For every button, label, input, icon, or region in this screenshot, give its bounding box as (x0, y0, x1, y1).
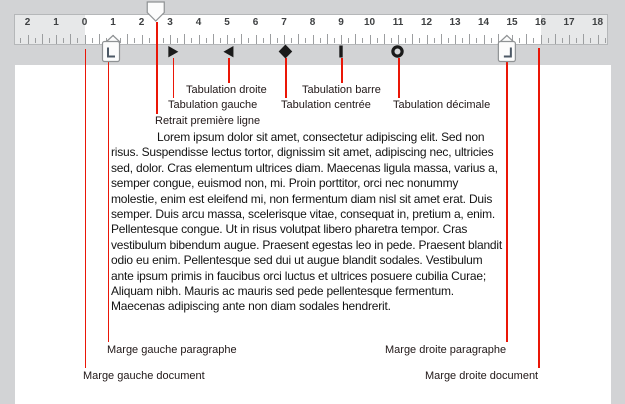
ruler-number: 8 (309, 17, 316, 28)
ruler-number: 0 (81, 17, 88, 28)
ruler-number: 16 (534, 17, 547, 28)
right-indent-box[interactable] (498, 42, 515, 62)
ruler-number: 12 (420, 17, 433, 28)
ruler-number: 2 (138, 17, 145, 28)
ruler-number: 9 (338, 17, 344, 28)
ruler-number: 18 (591, 17, 604, 28)
label-tab-bar: Tabulation barre (302, 84, 381, 96)
ruler-number: 1 (110, 17, 116, 28)
paragraph-text[interactable]: Lorem ipsum dolor sit amet, consectetur adipiscing elit. Sed non risus. Suspendisse lectus tortor, dignissim sit amet, adipiscing nec, ultricies sed, dolor. Cras elementum ultrices diam. Maecenas ligula massa, varius a, semper congue, euismod non, mi. Proin porttitor, orci nec nonummy molestie, enim est eleifend mi, non fermentum diam nisl sit amet erat. Duis semper. Duis arcu massa, scelerisque vitae, consequat in, pretium a, enim. Pellentesque congue. Ut in risus volutpat libero pharetra tempor. Cras vestibulum bibendum augue. Praesent egestas leo in pede. Praesent blandit odio eu enim. Pellentesque sed dui ut augue blandit sodales. Vestibulum ante ipsum primis in faucibus orci luctus et ultrices posuere cubilia Curae; Aliquam nibh. Mauris ac mauris sed pede pellentesque fermentum. Maecenas adipiscing ante non diam sodales hendrerit. (111, 130, 503, 314)
label-right-margin-paragraph: Marge droite paragraphe (385, 344, 507, 356)
first-line-indent-marker[interactable] (147, 2, 164, 21)
left-indent-box[interactable] (103, 42, 120, 62)
ruler-number: 2 (24, 17, 31, 28)
ruler-number: 10 (363, 17, 376, 28)
ruler-number: 11 (392, 17, 404, 28)
tab-stop-bar-marker[interactable] (339, 46, 342, 58)
ruler-number: 7 (281, 17, 287, 28)
ruler-number: 14 (477, 17, 490, 28)
label-first-line-indent: Retrait première ligne (155, 115, 261, 127)
label-tab-center: Tabulation centrée (281, 99, 371, 111)
ruler-number: 17 (563, 17, 575, 28)
label-tab-left: Tabulation gauche (168, 99, 258, 111)
ruler-number: 5 (224, 17, 230, 28)
label-right-margin-document: Marge droite document (425, 370, 539, 382)
ruler-number: 1 (53, 17, 59, 28)
ruler-number: 13 (449, 17, 461, 28)
label-tab-right: Tabulation droite (186, 84, 267, 96)
tab-stop-right-marker[interactable] (223, 46, 233, 57)
label-left-margin-document: Marge gauche document (83, 370, 205, 382)
ruler-number: 15 (506, 17, 518, 28)
tab-stop-left-marker[interactable] (168, 46, 178, 57)
label-tab-decimal: Tabulation décimale (393, 99, 491, 111)
tab-stop-center-marker[interactable] (279, 45, 293, 59)
ruler-number: 4 (195, 17, 202, 28)
ruler-number: 3 (167, 17, 173, 28)
tab-stop-decimal-marker[interactable] (393, 47, 402, 56)
ruler-number: 6 (252, 17, 259, 28)
label-left-margin-paragraph: Marge gauche paragraphe (107, 344, 237, 356)
